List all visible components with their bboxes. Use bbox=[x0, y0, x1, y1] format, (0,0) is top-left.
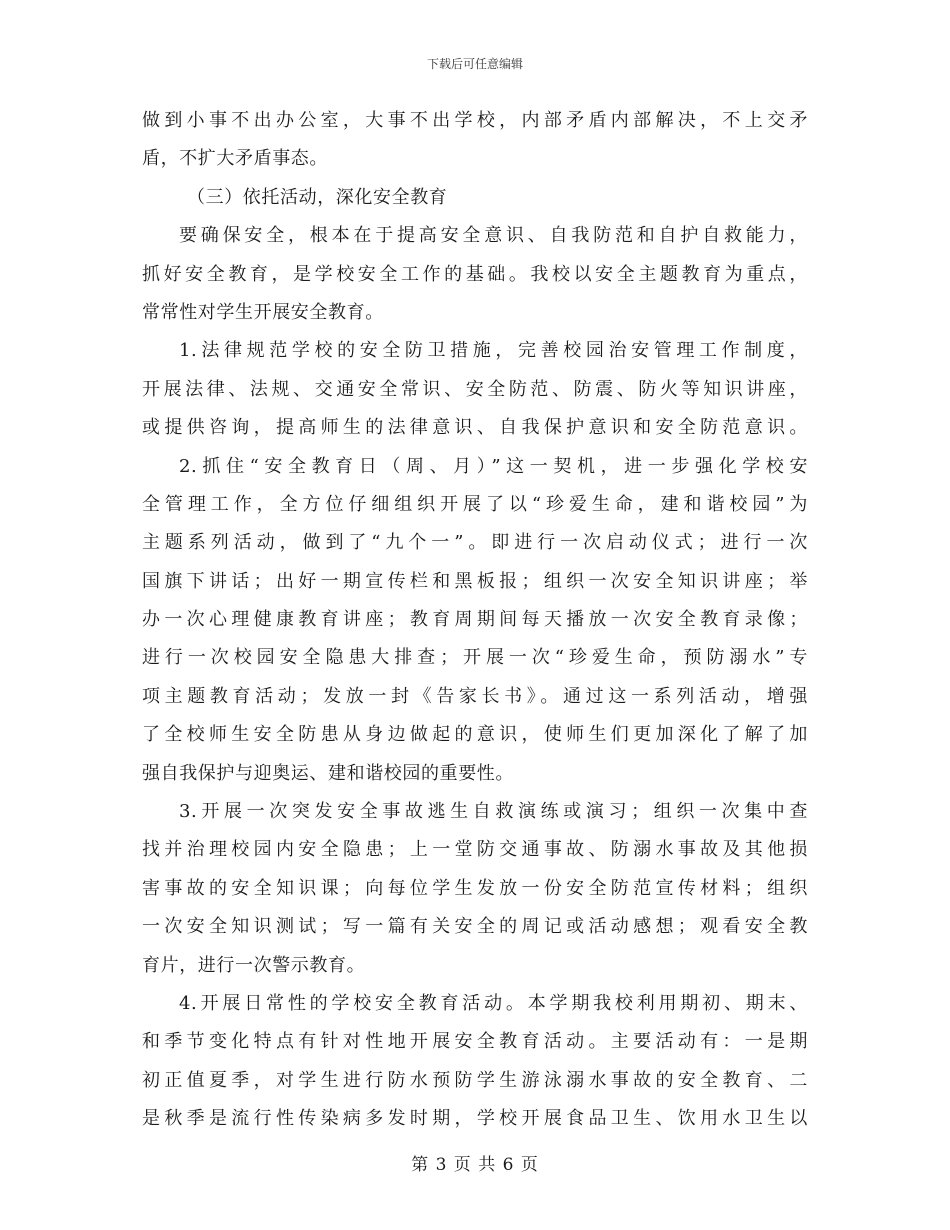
text-line: 一次安全知识测试；写一篇有关安全的周记或活动感想；观看安全教 bbox=[142, 916, 808, 938]
text-line: 常常性对学生开展安全教育。 bbox=[142, 301, 384, 323]
text-line: 3.开展一次突发安全事故逃生自救演练或演习；组织一次集中查 bbox=[179, 801, 808, 823]
text-line: 抓好安全教育，是学校安全工作的基础。我校以安全主题教育为重点， bbox=[142, 263, 808, 285]
text-line: 4.开展日常性的学校安全教育活动。本学期我校利用期初、期末、 bbox=[179, 992, 808, 1014]
text-line: 2.抓住“安全教育日（周、月）”这一契机，进一步强化学校安 bbox=[179, 455, 808, 477]
text-line: 项主题教育活动；发放一封《告家长书》。通过这一系列活动，增强 bbox=[142, 685, 808, 707]
text-line: 全管理工作，全方位仔细组织开展了以“珍爱生命，建和谐校园”为 bbox=[142, 493, 808, 515]
text-line: 办一次心理健康教育讲座；教育周期间每天播放一次安全教育录像； bbox=[142, 609, 808, 631]
text-line: 主题系列活动，做到了“九个一”。即进行一次启动仪式；进行一次 bbox=[142, 532, 808, 554]
text-line: 是秋季是流行性传染病多发时期，学校开展食品卫生、饮用水卫生以 bbox=[142, 1108, 808, 1130]
text-line: 开展法律、法规、交通安全常识、安全防范、防震、防火等知识讲座， bbox=[142, 378, 808, 400]
page-header: 下载后可任意编辑 bbox=[426, 57, 523, 71]
text-line: 进行一次校园安全隐患大排查；开展一次“珍爱生命，预防溺水”专 bbox=[142, 647, 808, 669]
text-line: 或提供咨询，提高师生的法律意识、自我保护意识和安全防范意识。 bbox=[142, 417, 808, 439]
text-line: 了全校师生安全防患从身边做起的意识，使师生们更加深化了解了加 bbox=[142, 724, 808, 746]
text-line: 育片，进行一次警示教育。 bbox=[142, 954, 366, 976]
text-line: 1.法律规范学校的安全防卫措施，完善校园治安管理工作制度， bbox=[179, 340, 808, 362]
page-footer: 第 3 页 共 6 页 bbox=[411, 1155, 539, 1175]
text-line: 国旗下讲话；出好一期宣传栏和黑板报；组织一次安全知识讲座；举 bbox=[142, 570, 808, 592]
text-line: 害事故的安全知识课；向每位学生发放一份安全防范宣传材料；组织 bbox=[142, 877, 808, 899]
section-heading: （三）依托活动，深化安全教育 bbox=[187, 186, 448, 208]
text-line: 找并治理校园内安全隐患；上一堂防交通事故、防溺水事故及其他损 bbox=[142, 839, 808, 861]
text-line: 初正值夏季，对学生进行防水预防学生游泳溺水事故的安全教育、二 bbox=[142, 1069, 808, 1091]
text-line: 要确保安全，根本在于提高安全意识、自我防范和自护自救能力， bbox=[179, 225, 808, 247]
text-line: 做到小事不出办公室，大事不出学校，内部矛盾内部解决，不上交矛 bbox=[142, 110, 808, 131]
text-line: 盾，不扩大矛盾事态。 bbox=[142, 148, 328, 170]
document-body bbox=[142, 102, 808, 1139]
text-line: 强自我保护与迎奥运、建和谐校园的重要性。 bbox=[142, 762, 514, 784]
text-line: 和季节变化特点有针对性地开展安全教育活动。主要活动有：一是期 bbox=[142, 1031, 808, 1053]
